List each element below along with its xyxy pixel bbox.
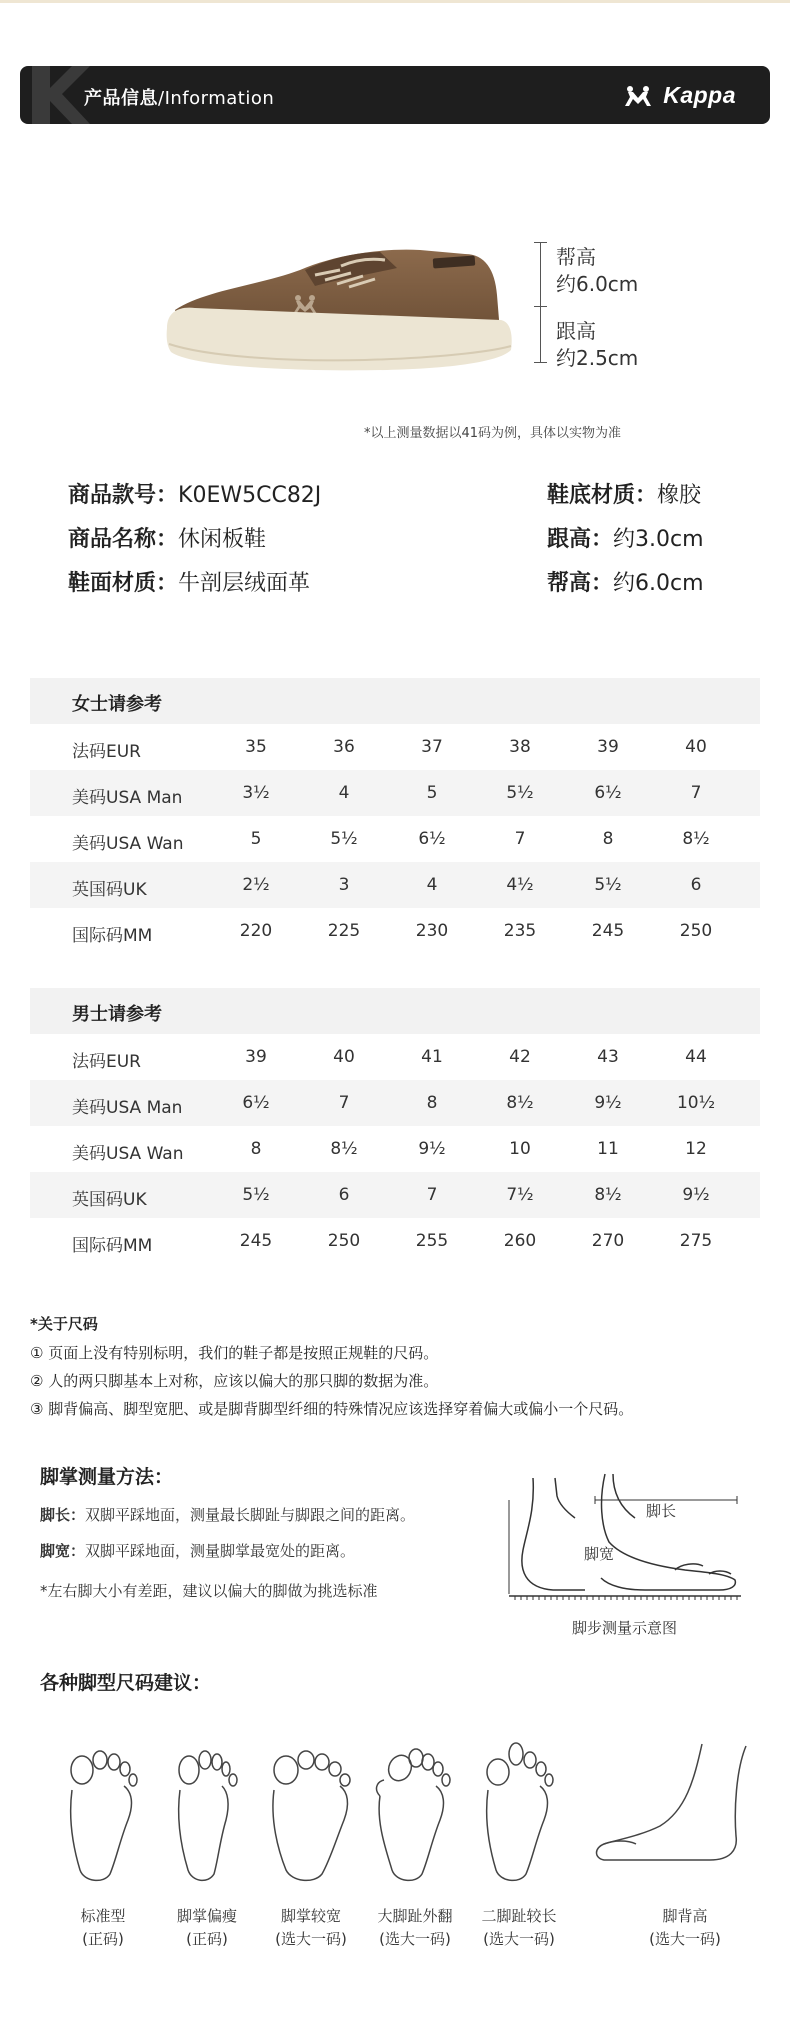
long-second-toe-foot-icon xyxy=(474,1740,564,1885)
header-title: 产品信息/Information xyxy=(84,88,275,109)
foot-type-label-standard: 标准型 (正码) xyxy=(80,1907,126,1948)
diagram-caption: 脚步测量示意图 xyxy=(572,1619,678,1637)
info-header-bar xyxy=(20,66,770,124)
product-name-row: 商品名称：休闲板鞋 xyxy=(68,527,267,552)
foot-type-label-high-instep: 脚背高 (选大一码) xyxy=(649,1907,721,1948)
foot-measure-diagram-icon xyxy=(505,1470,745,1600)
diagram-length-label: 脚长 xyxy=(646,1502,677,1520)
standard-foot-icon xyxy=(58,1740,148,1885)
heel-height-text: 跟高 约2.5cm xyxy=(556,319,639,370)
about-size-item-2: ② 人的两只脚基本上对称，应该以偏大的那只脚的数据为准。 xyxy=(30,1372,439,1390)
table-row: 美码USA Man 3½ 4 5 5½ 6½ 7 xyxy=(30,770,760,816)
measurement-note: *以上测量数据以41码为例，具体以实物为准 xyxy=(364,426,622,441)
table-row: 英国码UK 2½ 3 4 4½ 5½ 6 xyxy=(30,862,760,908)
upper-height-line xyxy=(540,242,541,306)
heel-height-row: 跟高：约3.0cm xyxy=(547,527,704,552)
table-row: 美码USA Wan 5 5½ 6½ 7 8 8½ xyxy=(72,829,710,854)
men-size-table-title: 男士请参考 xyxy=(30,988,760,1034)
foot-measure-title: 脚掌测量方法： xyxy=(40,1466,174,1488)
style-number-row: 商品款号：K0EW5CC82J xyxy=(68,483,322,508)
top-divider xyxy=(0,0,790,3)
table-row: 法码EUR 39 40 41 42 43 44 xyxy=(72,1047,707,1072)
about-size-title: *关于尺码 xyxy=(30,1315,98,1333)
women-size-table-title: 女士请参考 xyxy=(30,678,760,724)
table-row: 国际码MM 220 225 230 235 245 250 xyxy=(72,921,713,946)
about-size-item-1: ① 页面上没有特别标明，我们的鞋子都是按照正规鞋的尺码。 xyxy=(30,1344,439,1362)
table-row: 国际码MM 245 250 255 260 270 275 xyxy=(72,1231,713,1256)
wide-foot-icon xyxy=(266,1740,356,1885)
k-letter-icon xyxy=(20,66,90,124)
foot-type-label-bunion: 大脚趾外翻 (选大一码) xyxy=(377,1907,453,1948)
upper-material-row: 鞋面材质：牛剖层绒面革 xyxy=(68,571,311,596)
table-row: 美码USA Man 6½ 7 8 8½ 9½ 10½ xyxy=(30,1080,760,1126)
diagram-width-label: 脚宽 xyxy=(584,1545,615,1563)
foot-length-instruction: 脚长：双脚平踩地面，测量最长脚趾与脚跟之间的距离。 xyxy=(40,1506,416,1524)
kappa-logo: Kappa xyxy=(619,82,736,109)
sole-material-row: 鞋底材质：橡胶 xyxy=(547,483,702,508)
narrow-foot-icon xyxy=(162,1740,252,1885)
high-instep-foot-icon xyxy=(590,1740,750,1885)
table-row: 英国码UK 5½ 6 7 7½ 8½ 9½ xyxy=(30,1172,760,1218)
heel-height-bottom-tick xyxy=(534,362,547,363)
foot-type-label-narrow: 脚掌偏瘦 (正码) xyxy=(176,1907,237,1948)
foot-width-instruction: 脚宽：双脚平踩地面，测量脚掌最宽处的距离。 xyxy=(40,1542,356,1560)
about-size-item-3: ③ 脚背偏高、脚型宽肥、或是脚背脚型纤细的特殊情况应该选择穿着偏大或偏小一个尺码。 xyxy=(30,1400,634,1418)
kappa-omini-icon xyxy=(619,85,657,107)
foot-type-label-long-second-toe: 二脚趾较长 (选大一码) xyxy=(481,1907,557,1948)
foot-type-label-wide: 脚掌较宽 (选大一码) xyxy=(275,1907,347,1948)
table-row: 美码USA Wan 8 8½ 9½ 10 11 12 xyxy=(72,1139,707,1164)
shoe-image xyxy=(165,240,520,380)
heel-height-line xyxy=(540,306,541,362)
upper-height-row: 帮高：约6.0cm xyxy=(547,571,704,596)
table-row: 法码EUR 35 36 37 38 39 40 xyxy=(72,737,707,762)
bunion-foot-icon xyxy=(370,1740,460,1885)
foot-types-title: 各种脚型尺码建议： xyxy=(40,1672,212,1694)
upper-height-text: 帮高 约6.0cm xyxy=(556,245,639,296)
foot-measure-note: *左右脚大小有差距，建议以偏大的脚做为挑选标准 xyxy=(40,1582,378,1600)
